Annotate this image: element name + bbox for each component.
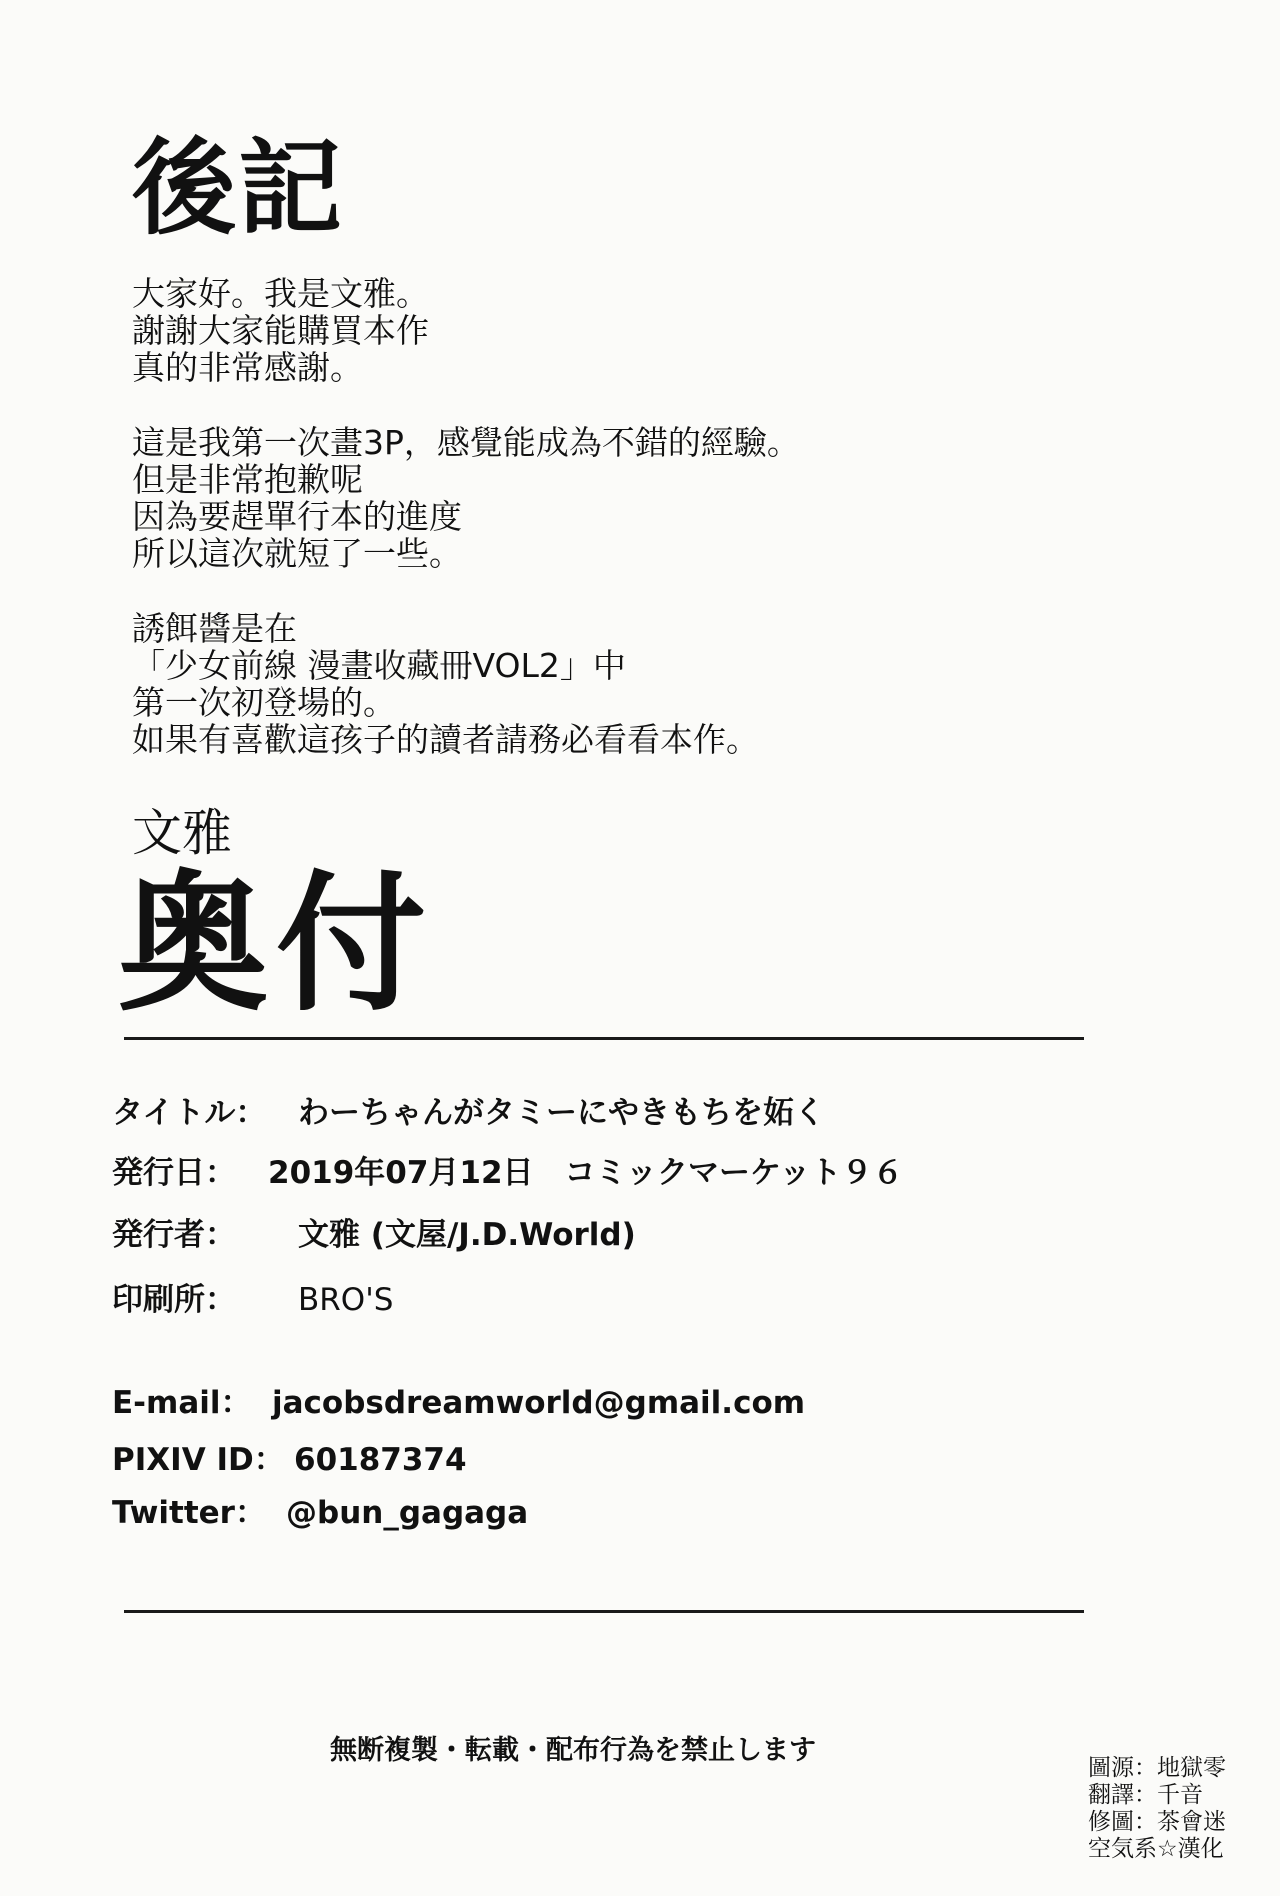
translation-credits [1088,1755,1226,1863]
date-value: 2019年07月12日 コミックマーケット９６ [268,1155,904,1191]
afterword-paragraph [132,424,892,572]
credit-line: 空気系☆漢化 [1088,1836,1224,1862]
afterword-line: 謝謝大家能購買本作 [132,311,429,350]
afterword-line: 所以這次就短了一些。 [132,534,462,573]
afterword-line: 誘餌醬是在 [132,609,297,648]
date-label: 発行日： [112,1155,236,1191]
publisher-label: 発行者： [112,1217,236,1253]
author-signature: 文雅 [132,804,232,862]
divider-top [124,1037,1084,1040]
title-label: タイトル： [112,1095,267,1131]
publisher-value: 文雅 (文屋/J.D.World) [298,1217,636,1253]
afterword-body [132,275,892,796]
copyright-notice: 無断複製・転載・配布行為を禁止します [330,1735,816,1766]
afterword-line: 如果有喜歡這孩子的讀者請務必看看本作。 [132,720,759,759]
afterword-line: 因為要趕單行本的進度 [132,497,462,536]
afterword-line: 但是非常抱歉呢 [132,460,363,499]
afterword-title: 後記 [132,127,345,249]
twitter-label: Twitter： [112,1495,266,1531]
printer-value: BRO'S [298,1282,394,1318]
afterword-paragraph [132,610,892,758]
credit-line: 圖源：地獄零 [1088,1755,1226,1781]
email-label: E-mail： [112,1385,252,1421]
colophon-title: 奥付 [118,858,435,1032]
afterword-line: 這是我第一次畫3P，感覺能成為不錯的經驗。 [132,423,800,462]
credit-line: 翻譯：千音 [1088,1782,1203,1808]
afterword-line: 真的非常感謝。 [132,348,363,387]
title-value: わーちゃんがタミーにやきもちを妬く [298,1095,825,1131]
credit-line: 修圖：茶會迷 [1088,1809,1226,1835]
afterword-line: 第一次初登場的。 [132,683,396,722]
printer-label: 印刷所： [112,1282,236,1318]
twitter-value: @bun_gagaga [286,1495,529,1531]
afterword-paragraph [132,275,892,386]
email-value: jacobsdreamworld@gmail.com [272,1385,806,1421]
pixiv-value: 60187374 [294,1442,467,1478]
divider-bottom [124,1610,1084,1613]
afterword-line: 「少女前線 漫畫收藏冊VOL2」中 [132,646,626,685]
afterword-line: 大家好。我是文雅。 [132,274,429,313]
pixiv-label: PIXIV ID： [112,1442,285,1478]
